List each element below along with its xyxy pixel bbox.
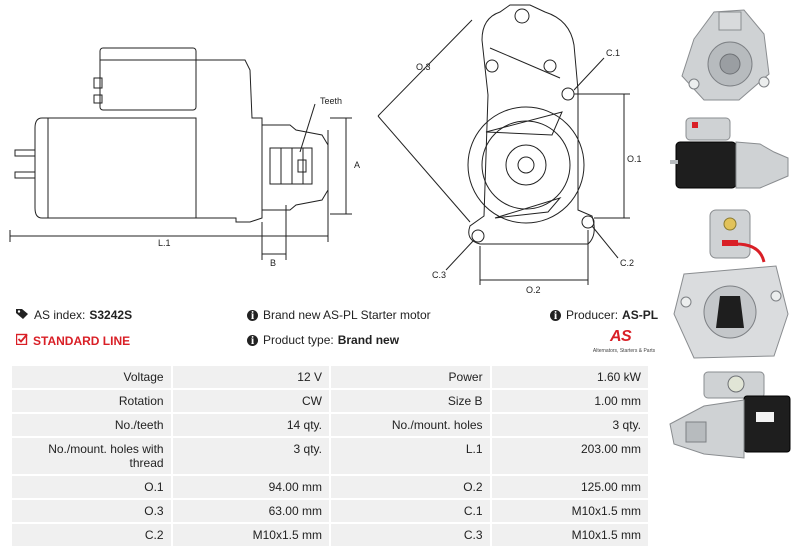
standard-line-label: STANDARD LINE	[33, 333, 131, 348]
spec-label: C.1	[331, 500, 490, 522]
spec-label: O.2	[331, 476, 490, 498]
spec-value: M10x1.5 mm	[492, 500, 648, 522]
logo-subtitle: Alternators, Starters & Parts	[592, 348, 656, 354]
label-c2: C.2	[620, 258, 635, 268]
spec-label: C.3	[331, 524, 490, 546]
brand-row	[247, 308, 431, 322]
spec-label: O.1	[12, 476, 171, 498]
producer-label: Producer:	[566, 308, 619, 322]
spec-table	[10, 364, 650, 546]
technical-drawing	[0, 0, 660, 300]
spec-label: No./mount. holes	[331, 414, 490, 436]
side-view	[10, 48, 352, 260]
spec-label: O.3	[12, 500, 171, 522]
spec-label: Size B	[331, 390, 490, 412]
table-row	[12, 366, 648, 388]
tag-icon	[16, 308, 29, 322]
spec-value: CW	[173, 390, 329, 412]
product-photo-rear	[664, 204, 796, 364]
spec-label: Rotation	[12, 390, 171, 412]
checkbox-check-icon	[16, 333, 28, 348]
table-row	[12, 500, 648, 522]
as-index-row	[16, 308, 132, 322]
label-c3: C.3	[432, 270, 447, 280]
as-index-label: AS index:	[34, 308, 86, 322]
table-row	[12, 390, 648, 412]
spec-label: Power	[331, 366, 490, 388]
product-photo-front	[664, 4, 796, 104]
producer-row	[550, 308, 658, 322]
spec-value: 94.00 mm	[173, 476, 329, 498]
spec-value: 63.00 mm	[173, 500, 329, 522]
spec-value: 1.00 mm	[492, 390, 648, 412]
spec-value: 125.00 mm	[492, 476, 648, 498]
spec-value: 14 qty.	[173, 414, 329, 436]
info-icon: i	[247, 335, 258, 346]
label-l1: L.1	[158, 238, 171, 248]
label-o1: O.1	[627, 154, 642, 164]
table-row	[12, 438, 648, 474]
front-view	[378, 5, 630, 285]
producer-value: AS-PL	[622, 308, 659, 322]
table-row	[12, 524, 648, 546]
label-a: A	[354, 160, 361, 170]
standard-line-row	[16, 333, 130, 348]
brand-text: Brand new AS-PL Starter motor	[263, 308, 431, 322]
spec-value: 3 qty.	[492, 414, 648, 436]
info-icon: i	[247, 310, 258, 321]
label-b: B	[270, 258, 277, 268]
product-photo-angle	[664, 366, 796, 466]
as-index-value: S3242S	[89, 308, 133, 322]
label-o2: O.2	[526, 285, 541, 295]
spec-label: Voltage	[12, 366, 171, 388]
spec-label: No./mount. holes with thread	[12, 438, 171, 474]
spec-value: 203.00 mm	[492, 438, 648, 474]
product-photo-side	[664, 112, 796, 198]
spec-label: C.2	[12, 524, 171, 546]
table-row	[12, 414, 648, 436]
label-c1: C.1	[606, 48, 621, 58]
spec-value: 3 qty.	[173, 438, 329, 474]
spec-value: M10x1.5 mm	[492, 524, 648, 546]
spec-value: 12 V	[173, 366, 329, 388]
label-o3: O.3	[416, 62, 431, 72]
label-teeth: Teeth	[320, 96, 343, 106]
spec-label: No./teeth	[12, 414, 171, 436]
logo-mark: AS	[610, 328, 632, 345]
spec-label: L.1	[331, 438, 490, 474]
product-type-value: Brand new	[337, 333, 400, 347]
spec-value: M10x1.5 mm	[173, 524, 329, 546]
product-type-label: Product type:	[263, 333, 334, 347]
spec-value: 1.60 kW	[492, 366, 648, 388]
table-row	[12, 476, 648, 498]
as-pl-logo	[588, 328, 660, 358]
product-type-row	[247, 333, 399, 347]
info-icon: i	[550, 310, 561, 321]
